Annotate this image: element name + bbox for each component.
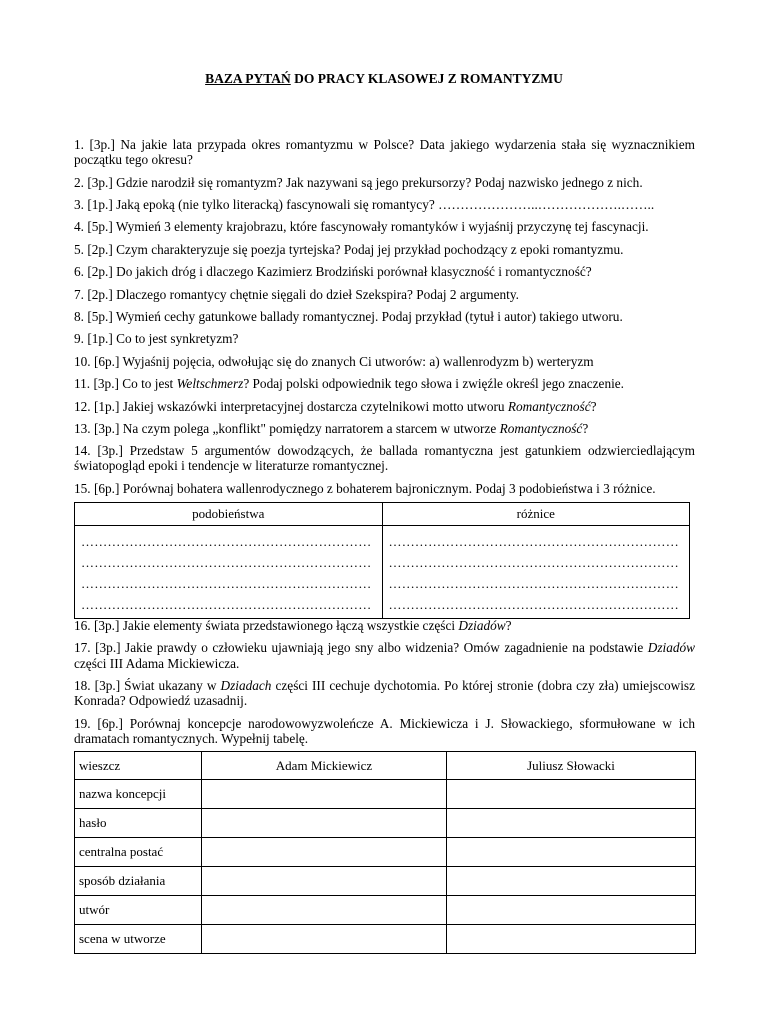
similarities-cell[interactable] — [75, 526, 383, 619]
question-list-2 — [74, 618, 695, 753]
row-label: scena w utworze — [75, 925, 202, 954]
table-row — [75, 867, 696, 896]
question-13 — [74, 421, 695, 436]
question-number: 6. — [74, 264, 84, 280]
question-number: 16. — [74, 618, 91, 633]
slowacki-cell[interactable] — [447, 925, 696, 954]
slowacki-cell[interactable] — [447, 780, 696, 809]
table-row — [75, 925, 696, 954]
question-italic-term: Romantyczność — [499, 420, 583, 436]
question-18 — [74, 678, 695, 708]
question-number: 11. — [74, 376, 91, 392]
slowacki-cell[interactable] — [447, 896, 696, 925]
question-text: [3p.] Na czym polega „konflikt" pomiędzy narratorem a starcem w utworze — [93, 420, 500, 436]
question-text: [3p.] Gdzie narodził się romantyzm? Jak nazywani są jego prekursorzy? Podaj nazwisko jednego z nich. — [87, 174, 643, 190]
question-italic-term: Dziadów — [647, 640, 696, 656]
question-number: 14. — [74, 443, 91, 459]
question-text-end: ? Podaj polski odpowiednik tego słowa i zwięźle określ jego znaczenie. — [243, 376, 625, 392]
question-text: [3p.] Przedstaw 5 argumentów dowodzących, że ballada romantyczna jest gatunkiem odzwierciedlającym światopogląd epoki i tendencje w literaturze romantycznej. — [74, 443, 696, 474]
row-label: sposób działania — [75, 867, 202, 896]
answer-line: ………………………………………………………… — [388, 576, 679, 591]
header-wieszcz: wieszcz — [75, 752, 202, 780]
differences-cell[interactable] — [382, 526, 690, 619]
slowacki-cell[interactable] — [447, 809, 696, 838]
question-4 — [74, 219, 695, 234]
question-text-end: ? — [505, 618, 512, 633]
row-label: nazwa koncepcji — [75, 780, 202, 809]
question-text: [1p.] Jaką epoką (nie tylko literacką) fascynowali się romantycy? …………………..……………….…….. — [87, 196, 655, 212]
question-number: 12. — [74, 398, 91, 414]
question-text: [2p.] Dlaczego romantycy chętnie sięgali do dzieł Szekspira? Podaj 2 argumenty. — [87, 286, 519, 302]
question-text: [6p.] Porównaj koncepcje narodowowyzwoleńcze A. Mickiewicza i J. Słowackiego, sformułowane w ich dramatach romantycznych. Wypełnij tabelę. — [74, 715, 695, 746]
question-number: 1. — [74, 137, 84, 152]
mickiewicz-cell[interactable] — [202, 838, 447, 867]
mickiewicz-cell[interactable] — [202, 896, 447, 925]
question-italic-term: Dziadach — [220, 677, 272, 693]
answer-line: ………………………………………………………… — [81, 597, 372, 612]
question-number: 17. — [74, 640, 91, 656]
question-3 — [74, 197, 695, 212]
question-text: [1p.] Jakiej wskazówki interpretacyjnej dostarcza czytelnikowi motto utworu — [93, 398, 508, 414]
question-7 — [74, 287, 695, 302]
answer-line: ………………………………………………………… — [81, 555, 372, 570]
question-text: [1p.] Co to jest synkretyzm? — [87, 331, 239, 347]
question-text: [6p.] Wyjaśnij pojęcia, odwołując się do znanych Ci utworów: a) wallenrodyzm b) werteryzm — [93, 353, 594, 369]
question-list — [74, 137, 695, 503]
page-title — [0, 71, 768, 87]
row-label: utwór — [75, 896, 202, 925]
question-number: 10. — [74, 353, 91, 369]
slowacki-cell[interactable] — [447, 867, 696, 896]
question-12 — [74, 399, 695, 414]
question-19 — [74, 716, 695, 746]
answer-line: ………………………………………………………… — [388, 534, 679, 549]
question-number: 5. — [74, 241, 84, 257]
question-2 — [74, 175, 695, 190]
mickiewicz-cell[interactable] — [202, 867, 447, 896]
question-10 — [74, 354, 695, 369]
comparison-table-19 — [74, 751, 696, 954]
question-text: [3p.] Jakie elementy świata przedstawionego łączą wszystkie części — [93, 618, 459, 633]
table-row — [75, 809, 696, 838]
header-differences: różnice — [382, 503, 690, 526]
question-italic-term: Romantyczność — [507, 398, 591, 414]
question-14 — [74, 443, 695, 473]
question-number: 9. — [74, 331, 84, 347]
title-rest: DO PRACY KLASOWEJ Z ROMANTYZMU — [290, 71, 563, 86]
answer-line: ………………………………………………………… — [388, 555, 679, 570]
question-17 — [74, 640, 695, 670]
question-16 — [74, 618, 695, 633]
question-text-end: części III Adama Mickiewicza. — [74, 655, 240, 671]
question-italic-term: Weltschmerz — [176, 376, 244, 392]
title-underlined: BAZA PYTAŃ — [205, 71, 291, 86]
mickiewicz-cell[interactable] — [202, 925, 447, 954]
header-slowacki: Juliusz Słowacki — [447, 752, 696, 780]
question-8 — [74, 309, 695, 324]
question-6 — [74, 264, 695, 279]
table-row — [75, 896, 696, 925]
question-15 — [74, 481, 695, 496]
question-text: [5p.] Wymień 3 elementy krajobrazu, które fascynowały romantyków i wyjaśnij przyczynę tej fascynacji. — [87, 219, 649, 235]
question-number: 8. — [74, 308, 84, 324]
question-number: 18. — [74, 677, 91, 693]
question-11 — [74, 376, 695, 391]
question-text: [3p.] Co to jest — [93, 376, 177, 392]
question-italic-term: Dziadów — [458, 618, 506, 633]
question-1 — [74, 137, 695, 167]
question-number: 3. — [74, 196, 84, 212]
answer-line: ………………………………………………………… — [81, 534, 372, 549]
question-text: [3p.] Na jakie lata przypada okres romantyzmu w Polsce? Data jakiego wydarzenia stała się wyznacznikiem początku tego okresu? — [74, 137, 695, 168]
slowacki-cell[interactable] — [447, 838, 696, 867]
mickiewicz-cell[interactable] — [202, 809, 447, 838]
question-number: 19. — [74, 715, 91, 731]
question-text-end: ? — [582, 420, 589, 436]
comparison-table-15 — [74, 502, 690, 619]
question-number: 15. — [74, 480, 91, 496]
question-number: 4. — [74, 219, 84, 235]
question-text: [3p.] Świat ukazany w — [94, 677, 221, 693]
question-text-end: części III cechuje dychotomia. Po której stronie (dobra czy zła) umiejscowisz Konrada? Odpowiedź uzasadnij. — [74, 677, 695, 709]
header-similarities: podobieństwa — [75, 503, 383, 526]
question-text: [2p.] Do jakich dróg i dlaczego Kazimierz Brodziński porównał klasyczność i romantyczność? — [87, 264, 592, 280]
row-label: centralna postać — [75, 838, 202, 867]
answer-line: ………………………………………………………… — [81, 576, 372, 591]
question-text-end: ? — [590, 398, 597, 414]
question-text: [3p.] Jakie prawdy o człowieku ujawniają jego sny albo widzenia? Omów zagadnienie na podstawie — [95, 640, 648, 656]
question-number: 7. — [74, 286, 84, 302]
table-row — [75, 838, 696, 867]
question-5 — [74, 242, 695, 257]
header-mickiewicz: Adam Mickiewicz — [202, 752, 447, 780]
question-text: [5p.] Wymień cechy gatunkowe ballady romantycznej. Podaj przykład (tytuł i autor) takiego utworu. — [87, 308, 623, 324]
question-9 — [74, 331, 695, 346]
question-text: [2p.] Czym charakteryzuje się poezja tyrtejska? Podaj jej przykład pochodzący z epoki romantyzmu. — [87, 241, 624, 257]
row-label: hasło — [75, 809, 202, 838]
answer-line: ………………………………………………………… — [388, 597, 679, 612]
mickiewicz-cell[interactable] — [202, 780, 447, 809]
question-text: [6p.] Porównaj bohatera wallenrodycznego z bohaterem bajronicznym. Podaj 3 podobieństwa i 3 różnice. — [93, 480, 656, 496]
table-row — [75, 780, 696, 809]
question-number: 2. — [74, 174, 84, 190]
question-number: 13. — [74, 420, 91, 436]
